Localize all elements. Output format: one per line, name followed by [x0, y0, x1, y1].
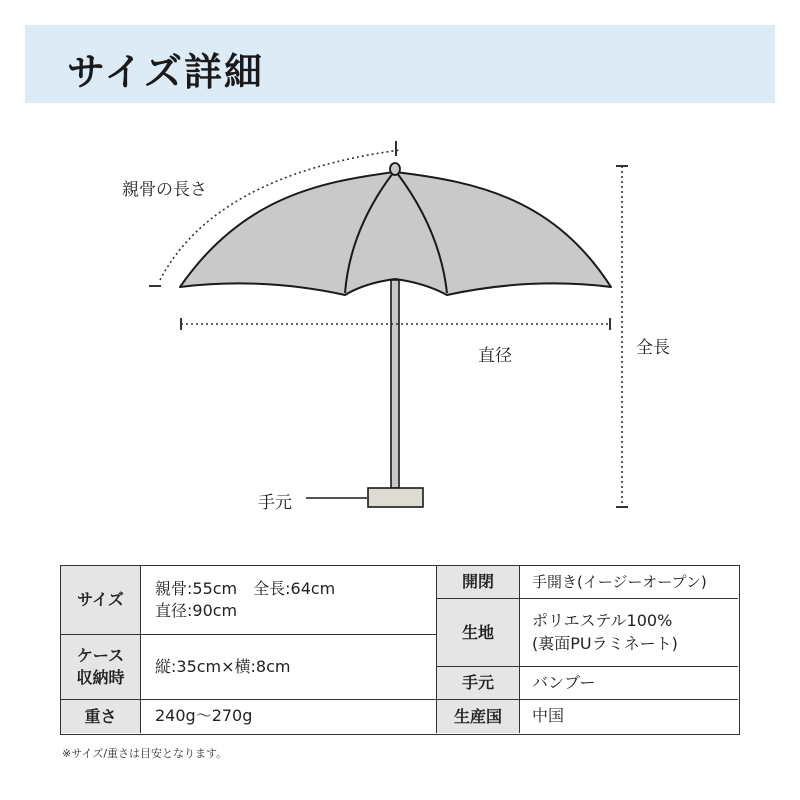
case-header-line1: ケース: [76, 646, 125, 666]
weight-header: 重さ: [61, 700, 141, 733]
umbrella-tip: [390, 163, 400, 175]
footnote: ※サイズ/重さは目安となります。: [62, 747, 228, 760]
spec-table: [60, 565, 740, 735]
rib-length-label: 親骨の長さ: [122, 180, 207, 200]
open-header: 開閉: [437, 566, 520, 599]
fabric-value: [520, 599, 738, 667]
size-value: [141, 566, 437, 635]
fabric-value-line1: ポリエステル100%: [532, 611, 673, 631]
origin-value: 中国: [532, 706, 565, 726]
size-value-line2: 直径:90cm: [155, 601, 238, 620]
open-value: 手開き(イージーオープン): [520, 566, 738, 599]
size-value-line1: 親骨:55cm 全長:64cm: [155, 578, 336, 598]
case-header: [61, 635, 141, 700]
handle-header: 手元: [437, 667, 520, 700]
umbrella-canopy: [180, 172, 611, 295]
handle-label: 手元: [258, 493, 292, 513]
diameter-label: 直径: [478, 346, 512, 366]
origin-header: 生産国: [437, 700, 520, 733]
page-title: サイズ詳細: [67, 50, 264, 94]
total-length-label: 全長: [636, 338, 670, 358]
umbrella-handle: [368, 488, 423, 507]
case-value: 縦:35cm×横:8cm: [141, 635, 437, 700]
handle-value: バンブー: [520, 667, 738, 700]
fabric-header: 生地: [437, 599, 520, 667]
umbrella-shaft: [391, 280, 399, 488]
fabric-value-line2: (裏面PUラミネート): [532, 633, 678, 653]
case-header-line2: 収納時: [76, 668, 125, 687]
weight-value: 240g〜270g: [141, 700, 437, 733]
size-header: サイズ: [61, 566, 141, 635]
